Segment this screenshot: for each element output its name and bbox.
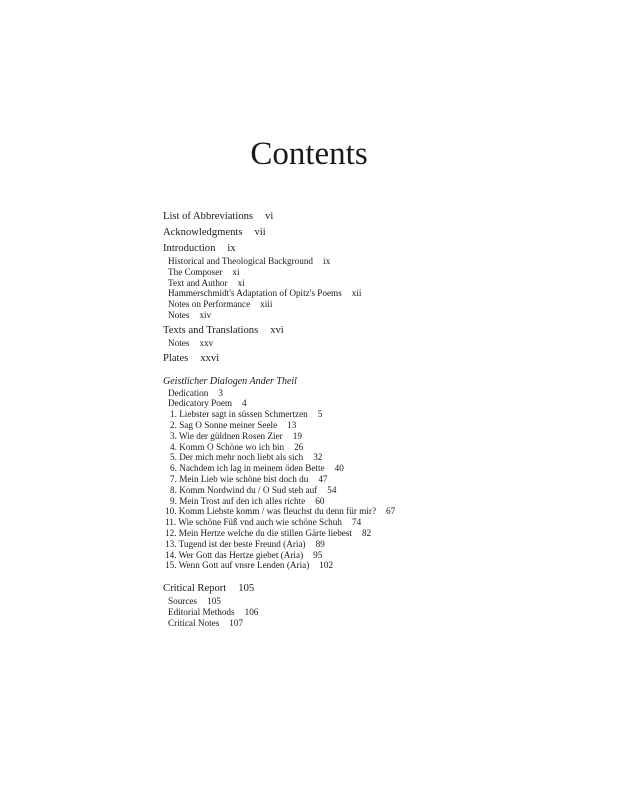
entry-page: xiv bbox=[199, 309, 212, 320]
list-item bbox=[163, 485, 603, 496]
entry-label: 11. Wie schöne Füß vnd auch wie schöne Schuh bbox=[165, 517, 342, 528]
list-item bbox=[163, 431, 603, 442]
toc-subentry bbox=[163, 267, 603, 278]
entry-page: 107 bbox=[229, 617, 244, 628]
list-item bbox=[163, 442, 603, 453]
entry-page: 32 bbox=[313, 452, 323, 463]
toc-entry-texts bbox=[163, 323, 603, 338]
entry-label: 1. Liebster sagt in süssen Schmertzen bbox=[170, 409, 308, 420]
entry-label: List of Abbreviations bbox=[163, 211, 254, 222]
entry-page: 105 bbox=[207, 596, 221, 607]
entry-label: Sources bbox=[168, 596, 198, 607]
entry-label: 6. Nachdem ich lag in meinem öden Bette bbox=[170, 463, 325, 474]
entry-label: 2. Sag O Sonne meiner Seele bbox=[170, 419, 278, 430]
entry-page: 54 bbox=[327, 484, 337, 495]
toc-subentry bbox=[163, 338, 603, 349]
entry-page: vi bbox=[265, 211, 274, 222]
entry-label: 10. Komm Liebste komm / was fleuchst du denn für mir? bbox=[165, 506, 377, 517]
list-item bbox=[163, 539, 603, 550]
entry-label: Hammerschmidt's Adaptation of Opitz's Poems bbox=[168, 288, 342, 299]
entry-page: xi bbox=[237, 277, 245, 288]
entry-label: Critical Notes bbox=[168, 617, 220, 628]
toc-entry-critical-report bbox=[163, 581, 603, 596]
list-item bbox=[163, 517, 603, 528]
toc-entry-introduction bbox=[163, 241, 603, 256]
entry-page: 105 bbox=[238, 583, 255, 595]
toc-subentry bbox=[163, 299, 603, 310]
entry-label: The Composer bbox=[168, 266, 223, 277]
entry-page: 89 bbox=[315, 538, 325, 549]
piece-list bbox=[163, 409, 603, 571]
entry-page: 3 bbox=[218, 387, 223, 398]
entry-label: 12. Mein Hertze welche du die stillen Gärte liebest bbox=[165, 527, 353, 538]
entry-label: 15. Wenn Gott auf vnsre Lenden (Aria) bbox=[165, 560, 310, 571]
toc-subentry bbox=[163, 310, 603, 321]
entry-label: 3. Wie der güldnen Rosen Zier bbox=[170, 430, 283, 441]
entry-label: 13. Tugend ist der beste Freund (Aria) bbox=[165, 538, 306, 549]
page-title: Contents bbox=[250, 136, 368, 172]
entry-page: ix bbox=[323, 256, 331, 266]
entry-page: vii bbox=[254, 227, 266, 238]
list-item bbox=[163, 463, 603, 474]
entry-label: Text and Author bbox=[168, 277, 228, 288]
entry-page: 74 bbox=[351, 517, 362, 528]
toc-subentry bbox=[163, 288, 603, 299]
list-item bbox=[163, 474, 603, 485]
entry-page: 47 bbox=[318, 473, 328, 484]
list-item bbox=[163, 550, 603, 561]
entry-page: xiii bbox=[260, 299, 273, 310]
list-item bbox=[163, 452, 603, 463]
entry-page: 67 bbox=[386, 506, 396, 517]
entry-page: 26 bbox=[294, 441, 304, 452]
toc-subentry bbox=[163, 607, 603, 618]
toc-subentry bbox=[163, 398, 603, 409]
entry-label: Introduction bbox=[163, 243, 216, 254]
entry-label: Notes on Performance bbox=[168, 299, 251, 310]
list-item bbox=[163, 496, 603, 507]
entry-label: 8. Komm Nordwind du / O Sud steh auf bbox=[170, 484, 318, 495]
entry-page: 5 bbox=[317, 409, 323, 420]
entry-page: 19 bbox=[292, 430, 302, 441]
entry-page: 60 bbox=[315, 495, 325, 506]
toc-subentry bbox=[163, 596, 603, 607]
toc-subentry bbox=[163, 618, 603, 629]
entry-label: Notes bbox=[168, 337, 190, 348]
entry-page: xii bbox=[351, 288, 362, 299]
entry-label: Historical and Theological Background bbox=[168, 256, 314, 266]
entry-page: 40 bbox=[334, 463, 344, 474]
entry-label: Dedicatory Poem bbox=[168, 398, 233, 409]
entry-page: 106 bbox=[244, 606, 259, 617]
toc-entry-abbreviations bbox=[163, 209, 603, 224]
entry-page: 13 bbox=[287, 419, 297, 430]
list-item bbox=[163, 409, 603, 420]
table-of-contents bbox=[163, 208, 603, 629]
list-item bbox=[163, 506, 603, 517]
entry-label: Editorial Methods bbox=[168, 606, 235, 617]
toc-entry-acknowledgments bbox=[163, 225, 603, 240]
work-title: Geistlicher Dialogen Ander Theil bbox=[163, 375, 297, 387]
entry-page: xxvi bbox=[200, 352, 220, 364]
list-item bbox=[163, 560, 603, 571]
entry-label: Critical Report bbox=[163, 583, 227, 595]
entry-page: xvi bbox=[270, 324, 284, 336]
entry-page: xi bbox=[232, 266, 240, 277]
entry-page: 4 bbox=[242, 398, 247, 409]
entry-page: xxv bbox=[199, 337, 214, 348]
entry-label: 4. Komm O Schöne wo ich bin bbox=[170, 441, 285, 452]
toc-subentry bbox=[163, 278, 603, 289]
toc-subentry bbox=[163, 256, 603, 267]
entry-label: Notes bbox=[168, 309, 190, 320]
entry-page: 95 bbox=[313, 549, 323, 560]
toc-entry-plates bbox=[163, 351, 603, 366]
list-item bbox=[163, 528, 603, 539]
entry-label: Texts and Translations bbox=[163, 324, 259, 336]
entry-page: 82 bbox=[362, 527, 372, 538]
entry-label: Plates bbox=[163, 352, 189, 364]
entry-page: ix bbox=[227, 243, 236, 254]
entry-label: Acknowledgments bbox=[163, 227, 243, 238]
entry-label: 7. Mein Lieb wie schöne bist doch du bbox=[170, 473, 309, 484]
entry-label: Dedication bbox=[168, 387, 209, 398]
entry-label: 9. Mein Trost auf den ich alles richte bbox=[170, 495, 306, 506]
list-item bbox=[163, 420, 603, 431]
toc-subentry bbox=[163, 388, 603, 399]
entry-label: 5. Der mich mehr noch liebt als sich bbox=[170, 452, 304, 463]
entry-label: 14. Wer Gott das Hertze giebet (Aria) bbox=[165, 549, 304, 560]
entry-page: 102 bbox=[319, 560, 334, 571]
